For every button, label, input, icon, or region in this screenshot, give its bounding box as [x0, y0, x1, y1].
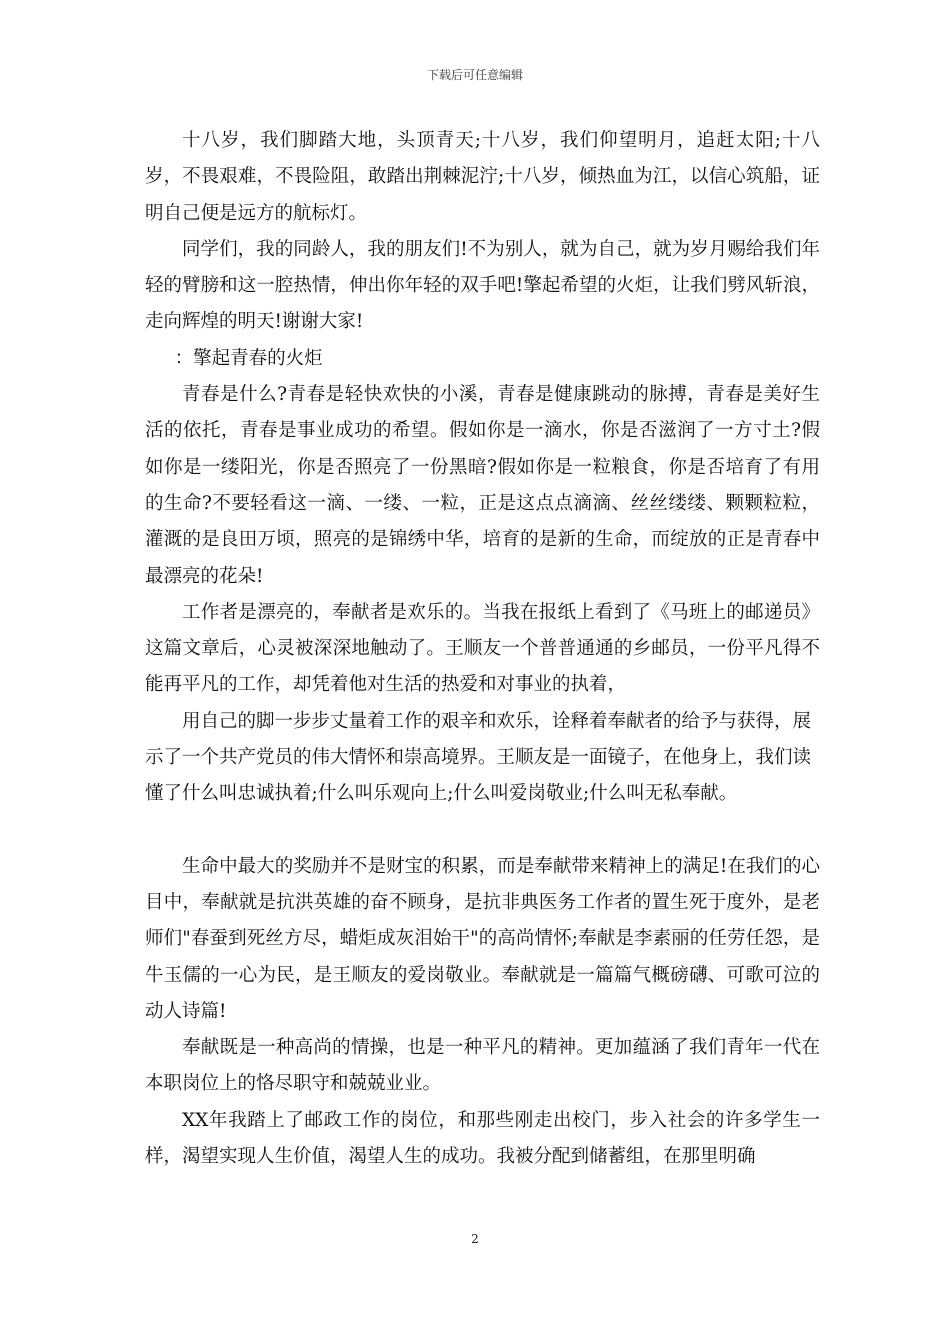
paragraph-classmates: 同学们，我的同龄人，我的朋友们!不为别人，就为自己，就为岁月赐给我们年轻的臂膀和这一腔热情，伸出你年轻的双手吧!擎起希望的火炬，让我们劈风斩浪，走向辉煌的明天!谢谢大家!	[145, 238, 820, 333]
paragraph-dedication-reward: 生命中最大的奖励并不是财宝的积累，而是奉献带来精神上的满足!在我们的心目中，奉献就是抗洪英雄的奋不顾身，是抗非典医务工作者的置生死于度外，是老师们"春蚕到死丝方尽，蜡炬成灰泪始干"的高尚情怀;奉献是李素丽的任劳任怨，是牛玉儒的一心为民，是王顺友的爱岗敬业。奉献就是一篇篇气概磅礴、可歌可泣的动人诗篇!	[145, 855, 820, 1022]
paragraph-dedication-spirit: 奉献既是一种高尚的情操，也是一种平凡的精神。更加蕴涵了我们青年一代在本职岗位上的恪尽职守和兢兢业业。	[145, 1037, 820, 1095]
paragraph-gap	[145, 813, 820, 849]
paragraph-worker: 工作者是漂亮的，奉献者是欢乐的。当我在报纸上看到了《马班上的邮递员》这篇文章后，心灵被深深地触动了。王顺友一个普普通通的乡邮员，一份平凡得不能再平凡的工作，却凭着他对生活的热爱和对事业的执着，	[145, 601, 820, 696]
paragraph-youth: 青春是什么?青春是轻快欢快的小溪，青春是健康跳动的脉搏，青春是美好生活的依托，青春是事业成功的希望。假如你是一滴水，你是否滋润了一方寸土?假如你是一缕阳光，你是否照亮了一份黑暗?假如你是一粒粮食，你是否培育了有用的生命?不要轻看这一滴、一缕、一粒，正是这点点滴滴、丝丝缕缕、颗颗粒粒，灌溉的是良田万顷，照亮的是锦绣中华，培育的是新的生命，而绽放的正是青春中最漂亮的花朵!	[145, 384, 820, 587]
paragraph-mirror: 用自己的脚一步步丈量着工作的艰辛和欢乐，诠释着奉献者的给予与获得，展示了一个共产党员的伟大情怀和崇高境界。王顺友是一面镜子，在他身上，我们读懂了什么叫忠诚执着;什么叫乐观向上;什么叫爱岗敬业;什么叫无私奉献。	[145, 710, 812, 805]
document-body	[145, 123, 820, 1175]
paragraph-eighteen: 十八岁，我们脚踏大地，头顶青天;十八岁，我们仰望明月，追赶太阳;十八岁，不畏艰难，不畏险阻，敢踏出荆棘泥泞;十八岁，倾热血为江，以信心筑船，证明自己便是远方的航标灯。	[145, 130, 821, 224]
paragraph-postal-work: XX年我踏上了邮政工作的岗位，和那些刚走出校门，步入社会的许多学生一样，渴望实现人生价值，渴望人生的成功。我被分配到储蓄组，在那里明确	[145, 1109, 820, 1168]
section-heading: ：擎起青春的火炬	[174, 347, 323, 369]
page-header: 下载后可任意编辑	[426, 68, 523, 82]
page-number: 2	[471, 1232, 479, 1246]
